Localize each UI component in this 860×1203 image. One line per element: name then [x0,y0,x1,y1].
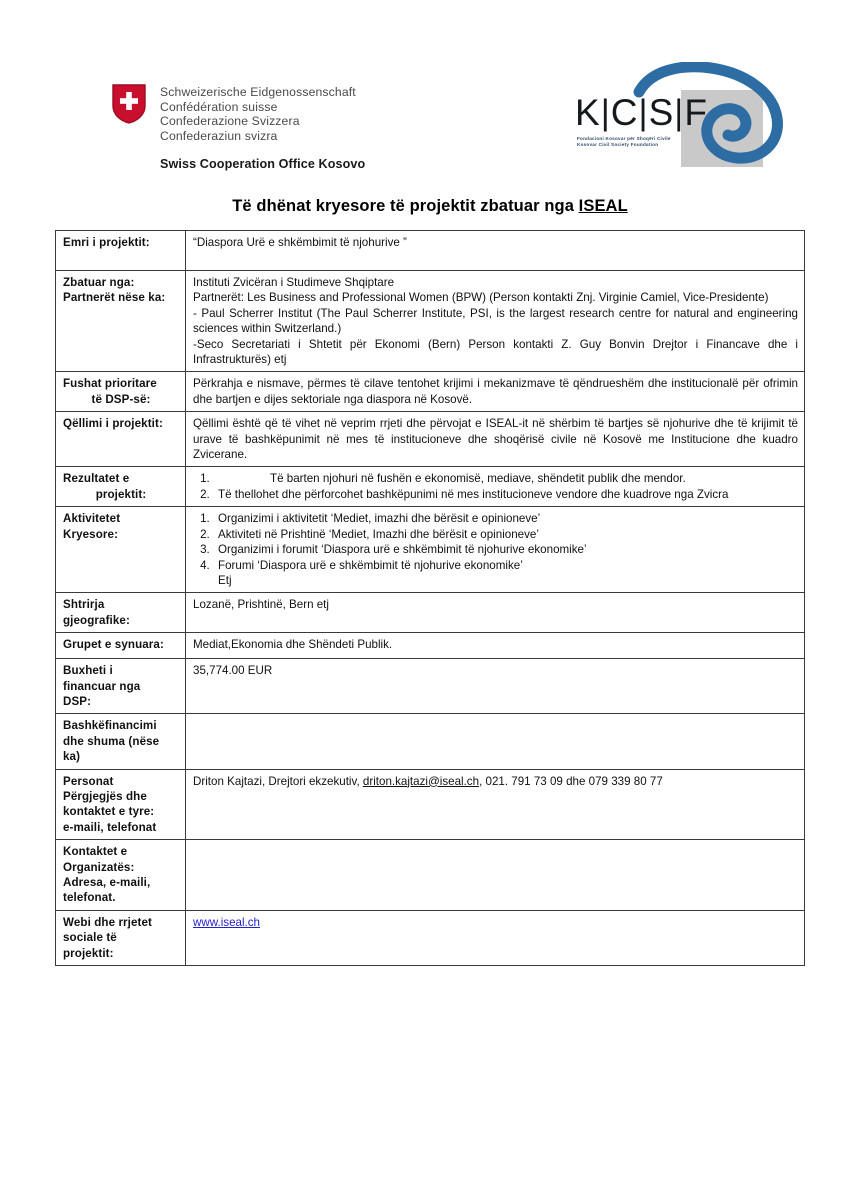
row-label-contact-persons-line2: Përgjegjës dhe [63,789,147,803]
kcsf-letter-f: F [684,92,708,133]
contact-email-link[interactable]: driton.kajtazi@iseal.ch [362,774,480,788]
row-label-activities-line2: Kryesore: [63,527,119,541]
project-data-table [55,230,805,966]
kcsf-logo [575,62,795,177]
row-label-priority-areas-line1: Fushat prioritare [63,377,157,391]
row-label-priority-areas [56,372,186,412]
row-value-project-name: “Diaspora Urë e shkëmbimit të njohurive ” [186,231,805,271]
row-label-web-social-line3: projektit: [63,946,114,960]
row-label-geographic-scope [56,593,186,633]
contact-phone-numbers: , 021. 791 73 09 dhe 079 339 80 77 [479,774,663,788]
table-row [56,412,805,467]
row-label-geographic-scope-line2: gjeografike: [63,613,130,627]
table-row [56,271,805,372]
project-data-table-wrapper [55,230,805,966]
row-value-target-groups: Mediat,Ekonomia dhe Shëndeti Publik. [186,633,805,659]
row-label-web-social-line2: sociale të [63,931,117,945]
kcsf-subtitle-en: Kosovar Civil Society Foundation [577,142,659,148]
partner-psi: - Paul Scherrer Institut (The Paul Scherrer Institute, PSI, is the largest research centre for natural and engineering sciences within Switzerland.) [193,306,798,336]
row-label-budget [56,659,186,714]
row-label-organization-contacts [56,840,186,911]
swiss-cross-shield-icon [112,84,146,124]
table-row [56,633,805,659]
table-row [56,507,805,593]
contact-person-name-role: Driton Kajtazi, Drejtori ekzekutiv, [193,774,363,788]
kcsf-letter-c: C [610,92,639,133]
partner-bpw: Partnerët: Les Business and Professional Women (BPW) (Person kontakti Znj. Virginie Camiel, Vice-Presidente) [193,291,769,305]
activities-trailing-note: Etj [218,573,232,587]
document-header [0,62,860,187]
row-label-contact-persons-line4: e-maili, telefonat [63,820,157,834]
row-label-contact-persons-line3: kontaktet e tyre: [63,805,155,819]
row-value-budget-amount: 35,774.00 EUR [186,659,805,714]
table-row [56,769,805,840]
kcsf-sep-2: | [638,93,649,132]
kcsf-sep-1: | [600,93,611,132]
table-row [56,467,805,507]
row-value-implemented-by [186,271,805,372]
table-row [56,659,805,714]
table-row [56,593,805,633]
row-label-organization-contacts-line1: Kontaktet e [63,845,128,859]
row-value-contact-persons [186,769,805,840]
row-label-organization-contacts-line4: telefonat. [63,891,116,905]
row-label-implemented-by-line1: Zbatuar nga: [63,276,135,289]
row-label-geographic-scope-line1: Shtrirja [63,598,105,612]
row-value-organization-contacts [186,840,805,911]
row-value-cofinancing [186,714,805,769]
list-item: 2. Të thellohet dhe përforcohet bashkëpunimi në mes institucioneve vendore dhe kuadrove nga Zvicra [213,487,798,502]
row-label-budget-line1: Buxheti i [63,664,113,678]
table-row [56,910,805,965]
row-value-geographic-scope: Lozanë, Prishtinë, Bern etj [186,593,805,633]
swiss-name-de: Schweizerische Eidgenossenschaft [160,85,356,99]
kcsf-letter-k: K [575,92,601,133]
row-label-organization-contacts-line2: Organizatës: [63,860,135,874]
page-title-prefix: Të dhënat kryesore të projektit zbatuar nga [232,197,579,215]
row-label-results-line1: Rezultatet e [63,472,130,486]
row-label-budget-line2: financuar nga [63,679,141,693]
row-label-results-line2: projektit: [95,487,147,501]
row-value-priority-areas: Përkrahja e nismave, përmes të cilave tentohet krijimi i mekanizmave të qëndrueshëm dhe institucionalë për ofrimin dhe bartjen e dijes sektoriale nga diaspora në Kosovë. [186,372,805,412]
row-label-activities [56,507,186,593]
row-label-target-groups: Grupet e synuara: [56,633,186,659]
page-title [0,197,860,216]
swiss-name-it: Confederazione Svizzera [160,114,300,129]
swiss-confederation-names [160,84,356,143]
row-label-priority-areas-line2: të DSP-së: [91,392,151,406]
list-item: 1. Organizimi i aktivitetit ‘Mediet, imazhi dhe bërësit e opinioneve’ [213,511,798,526]
implementer-name: Instituti Zvicëran i Studimeve Shqiptare [193,276,395,289]
kcsf-sep-3: | [674,93,685,132]
row-label-cofinancing-line3: ka) [63,750,81,764]
list-item: 3. Organizimi i forumit ‘Diaspora urë e shkëmbimit të njohurive ekonomike’ [213,542,798,557]
table-row [56,372,805,412]
row-label-cofinancing-line1: Bashkëfinancimi [63,719,157,733]
row-label-project-name: Emri i projektit: [56,231,186,271]
list-item: 2. Aktiviteti në Prishtinë ‘Mediet, Imazhi dhe bërësit e opinioneve’ [213,527,798,542]
swiss-name-rm: Confederaziun svizra [160,128,278,143]
table-row [56,714,805,769]
row-value-web-social [186,910,805,965]
row-label-cofinancing [56,714,186,769]
row-value-results [186,467,805,507]
kcsf-subtitle-sq: Fondacioni Kosovar për Shoqëri Civile [577,136,671,141]
row-value-activities [186,507,805,593]
row-label-web-social [56,910,186,965]
kcsf-subtitle [577,136,671,149]
row-label-contact-persons-line1: Personat [63,774,114,788]
swiss-confederation-logo [112,84,356,143]
row-value-objective: Qëllimi është që të vihet në veprim rrjeti dhe përvojat e ISEAL-it në shërbim të bartjes së njohurive dhe të krijimit të urave të bashkëpunimit në mes të institucioneve dhe shoqërisë civile në Kosovë me Institucione dhe kuadro Zvicerane. [186,412,805,467]
row-label-web-social-line1: Webi dhe rrjetet [63,915,153,929]
partner-seco: -Seco Secretariati i Shtetit për Ekonomi (Bern) Person kontakti Z. Guy Bonvin Drejtor i Financave dhe i Infrastrukturës) etj [193,337,798,367]
activities-list [193,511,798,573]
kcsf-letter-s: S [648,92,675,133]
swiss-name-fr: Confédération suisse [160,99,278,114]
list-item [213,471,798,486]
row-label-contact-persons [56,769,186,840]
kcsf-lettermark [575,94,708,131]
row-label-partners-line2: Partnerët nëse ka: [63,291,166,305]
table-row [56,840,805,911]
list-item: 4. Forumi ‘Diaspora urë e shkëmbimit të njohurive ekonomike’ [213,558,798,573]
project-website-link[interactable]: www.iseal.ch [193,915,261,929]
row-label-objective: Qëllimi i projektit: [56,412,186,467]
row-label-activities-line1: Aktivitetet [63,512,121,526]
row-label-organization-contacts-line3: Adresa, e-maili, [63,876,151,889]
table-row [56,231,805,271]
result-item-1: Të barten njohuri në fushën e ekonomisë, mediave, shëndetit publik dhe mendor. [270,472,686,486]
row-label-budget-line3: DSP: [63,694,92,708]
row-label-implemented-by [56,271,186,372]
page-title-acronym: ISEAL [578,197,628,215]
results-list [193,471,798,502]
row-label-cofinancing-line2: dhe shuma (nëse [63,734,160,748]
swiss-cooperation-office-label: Swiss Cooperation Office Kosovo [160,157,366,171]
row-label-results [56,467,186,507]
